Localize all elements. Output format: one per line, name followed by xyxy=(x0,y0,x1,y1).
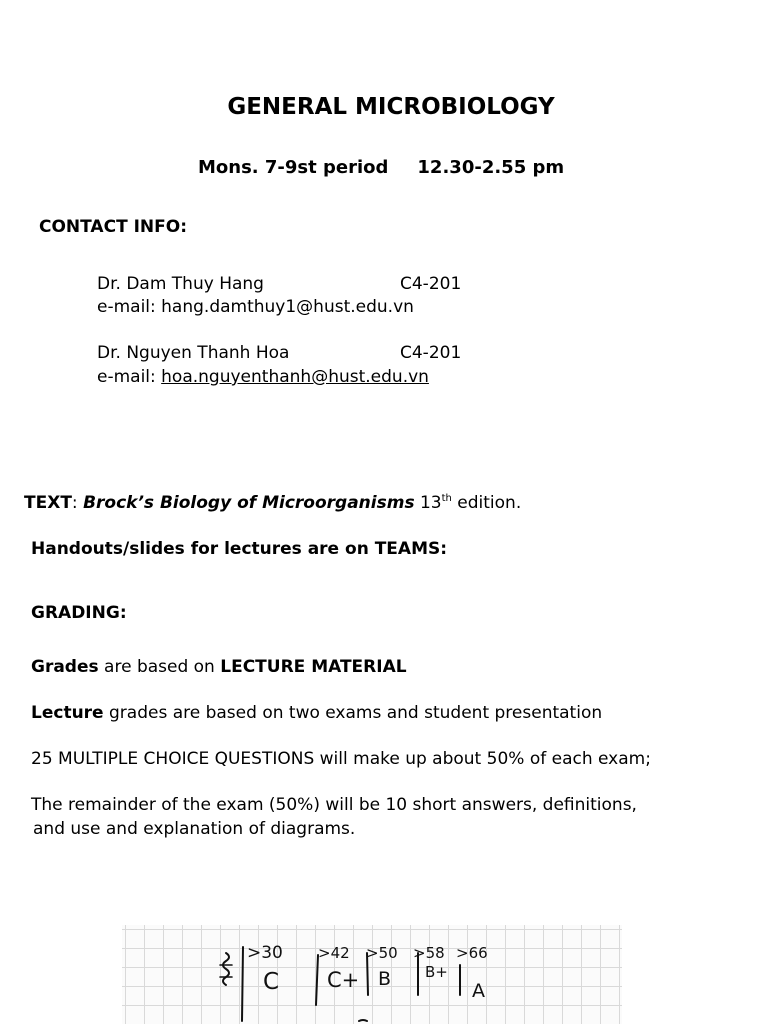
divider-line-2 xyxy=(316,955,318,1005)
remainder-line-2: and use and explanation of diagrams. xyxy=(33,819,356,839)
threshold-label: >30 xyxy=(247,943,283,963)
textbook-edition-word: edition. xyxy=(457,493,522,513)
divider-line-1 xyxy=(242,947,243,1021)
grade-label: B xyxy=(378,968,392,990)
contact-1-email[interactable]: hang.damthuy1@hust.edu.vn xyxy=(161,297,414,317)
contact-1-email-label: e-mail: xyxy=(97,297,156,317)
contact-1-name-row xyxy=(97,274,462,294)
contact-1-name: Dr. Dam Thuy Hang xyxy=(97,274,264,294)
lecture-line xyxy=(31,703,602,723)
textbook-edition-suffix: th xyxy=(441,493,452,504)
document-title: GENERAL MICROBIOLOGY xyxy=(227,94,555,120)
grade-label: C+ xyxy=(327,968,360,992)
threshold-label: >58 xyxy=(413,944,445,962)
textbook-edition-number: 13 xyxy=(419,493,442,513)
grades-middle: are based on xyxy=(98,657,221,677)
grade-scale-drawing xyxy=(122,925,622,1024)
contact-1-office: C4-201 xyxy=(400,274,462,294)
lecture-rest: grades are based on two exams and student presentation xyxy=(103,703,603,723)
grading-heading: GRADING: xyxy=(31,603,127,623)
lecture-material-bold: LECTURE MATERIAL xyxy=(220,657,407,677)
contact-2-email-row xyxy=(97,367,429,387)
bottom-mark xyxy=(359,1020,367,1021)
squiggle-ticks xyxy=(220,965,232,977)
grades-bold: Grades xyxy=(31,657,99,677)
grade-label: A xyxy=(472,980,485,1002)
grade-label: B+ xyxy=(425,963,448,981)
contact-2-name-row xyxy=(97,343,462,363)
handouts-note: Handouts/slides for lectures are on TEAMS: xyxy=(31,539,448,559)
contact-2-email-link[interactable]: hoa.nguyenthanh@hust.edu.vn xyxy=(161,367,429,387)
schedule-time: 12.30-2.55 pm xyxy=(417,157,565,178)
squiggle-mark xyxy=(223,953,229,985)
threshold-label: >66 xyxy=(456,944,488,962)
remainder-line-1: The remainder of the exam (50%) will be 10 short answers, definitions, xyxy=(31,795,637,815)
contact-2-email-label: e-mail: xyxy=(97,367,156,387)
contact-2-name: Dr. Nguyen Thanh Hoa xyxy=(97,343,290,363)
textbook-title: Brock’s Biology of Microorganisms xyxy=(83,493,415,513)
textbook-colon: : xyxy=(71,493,78,513)
schedule-days: Mons. 7-9st period xyxy=(198,157,389,178)
threshold-label: >50 xyxy=(366,944,398,962)
mcq-paragraph: 25 MULTIPLE CHOICE QUESTIONS will make up about 50% of each exam; xyxy=(31,749,651,769)
threshold-label: >42 xyxy=(318,944,350,962)
textbook-line xyxy=(24,493,521,513)
contact-1-email-row xyxy=(97,297,414,317)
contact-heading: CONTACT INFO: xyxy=(39,217,187,237)
textbook-label: TEXT xyxy=(24,493,72,513)
lecture-bold: Lecture xyxy=(31,703,104,723)
contact-2-office: C4-201 xyxy=(400,343,462,363)
grades-line xyxy=(31,657,407,677)
class-schedule xyxy=(198,157,564,178)
grade-scale-sketch xyxy=(122,925,622,1024)
grade-label: C xyxy=(263,969,280,995)
